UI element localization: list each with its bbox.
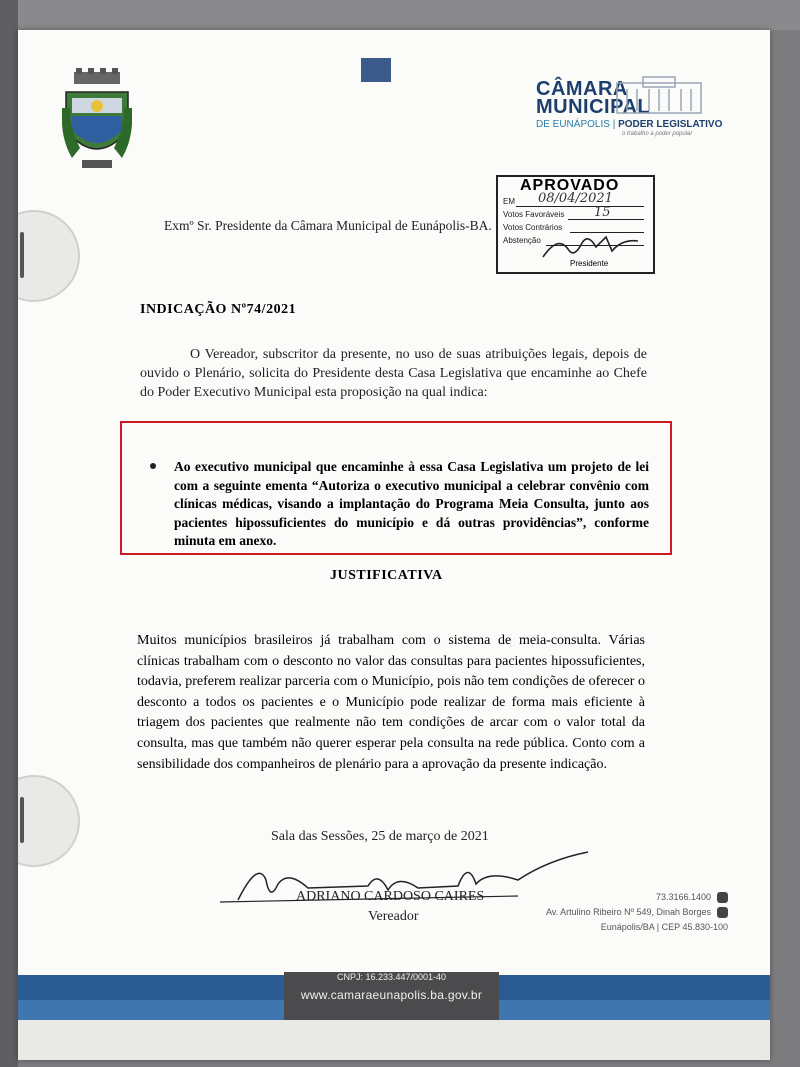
page-bottom [18,1020,770,1060]
logo-line-2: MUNICIPAL [536,96,651,118]
contact-phone-row [518,890,728,905]
document-page [18,30,770,1060]
contact-city-row [518,920,728,935]
logo-tagline: o trabalho a poder popular [622,131,693,137]
footer-cnpj: CNPJ: 16.233.447/0001-40 [336,972,447,982]
stamp-favor-value: 15 [594,205,611,220]
stamp-title: APROVADO [520,177,620,194]
contact-city: Eunápolis/BA | CEP 45.830-100 [600,922,728,932]
bullet-icon [150,463,156,469]
top-marker [361,58,391,82]
punch-hole-top [18,210,80,302]
addressee: Exmº Sr. Presidente da Câmara Municipal de Eunápolis-BA. [164,218,492,233]
president-signature-icon [538,229,648,263]
punch-hole-bottom [18,775,80,867]
location-pin-icon [717,907,728,918]
signer-role: Vereador [368,909,419,924]
justification-paragraph: Muitos municípios brasileiros já trabalham com o sistema de meia-consulta. Várias clínicas trabalham com o desconto no valor das consultas para pacientes hipossuficientes, todavia, preferem realizar parceria com o Município, pois não tem condições de oferecer o desconto a todos os pacientes e o Município pode realizar de forma mais eficiente à triagem dos pacientes que realmente não tem condições de arcar com o valor total da consulta, mas que também não querer esperar pela consulta na rede pública. Conto com a sensibilidade dos companheiros de plenário para a aprovação da presente indicação. [137,633,645,772]
indication-title: INDICAÇÃO Nº74/2021 [140,302,297,317]
intro-paragraph: O Vereador, subscritor da presente, no uso de suas atribuições legais, depois de ouvido o Plenário, solicita do Presidente desta Casa Legislativa que encaminhe ao Chefe do Poder Executivo Municipal esta proposição na qual indica: [140,347,647,400]
stamp-favor-label: Votos Favoráveis [503,210,565,219]
building-icon [613,75,705,115]
contact-address-row [518,905,728,920]
logo-line-1: CÂMARA [536,78,628,100]
stamp-contra-label: Votos Contrários [503,223,563,232]
signer-name: ADRIANO CARDOSO CAIRES [296,889,485,904]
contact-phone: 73.3166.1400 [655,892,711,902]
logo-line-3: DE EUNÁPOLIS | PODER LEGISLATIVO [536,119,723,130]
stamp-president-label: Presidente [570,259,609,268]
footer-website: www.camaraeunapolis.ba.gov.br [300,988,483,1002]
municipal-crest-icon [62,68,132,186]
stamp-date-value: 08/04/2021 [538,191,613,206]
background-left [0,0,18,1067]
phone-icon [717,892,728,903]
contact-block [518,890,728,935]
contact-address: Av. Artulino Ribeiro Nº 549, Dinah Borges [545,907,711,917]
approval-stamp [496,175,655,274]
highlighted-item: Ao executivo municipal que encaminhe à essa Casa Legislativa um projeto de lei com a seguinte ementa “Autoriza o executivo municipal a celebrar convênio com clínicas médicas, visando a implantação do Programa Meia Consulta, junto aos pacientes hipossuficientes do município e dá outras providências”, conforme minuta em anexo. [174,459,649,548]
stamp-abstention-label: Abstenção [503,236,541,245]
justification-title: JUSTIFICATIVA [330,568,443,583]
place-date: Sala das Sessões, 25 de março de 2021 [271,829,489,844]
background-top [0,0,800,30]
stamp-date-label: EM [503,197,515,206]
